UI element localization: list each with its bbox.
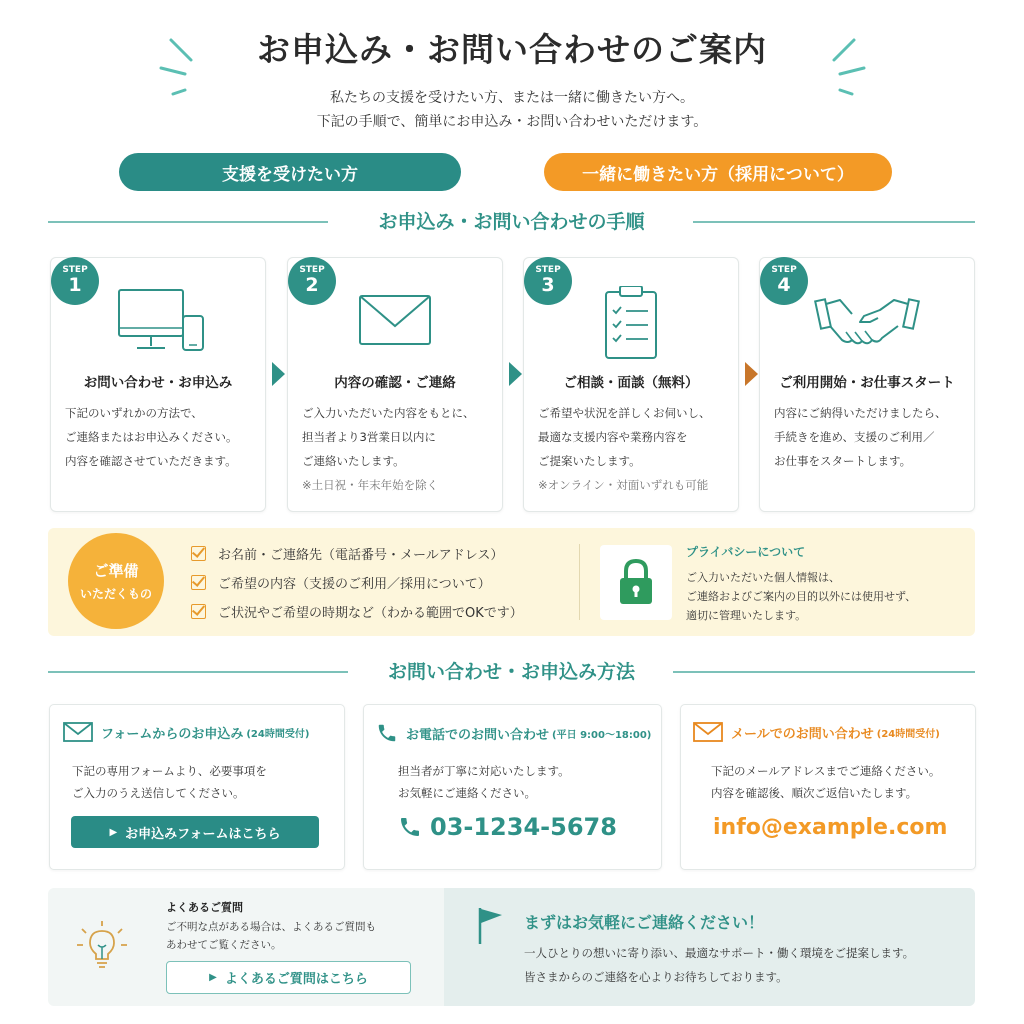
phone-contact-description: [398, 760, 570, 804]
form-contact-card: [49, 704, 345, 870]
step-note: ※土日祝・年末年始を除く: [302, 478, 439, 492]
preparation-badge: [68, 533, 164, 629]
faq-title: よくあるご質問: [166, 901, 243, 914]
envelope-icon: [63, 722, 93, 742]
step-label: STEP: [62, 265, 88, 275]
step-label: STEP: [535, 265, 561, 275]
step-text: ご提案いたします。: [538, 454, 641, 468]
step-text: 内容にご納得いただけましたら、: [774, 406, 947, 420]
phone-contact-title-text: お電話でのお問い合わせ: [406, 727, 550, 743]
handshake-icon: [760, 286, 974, 358]
privacy-text: ご連絡およびご案内の目的以外には使用せず、: [686, 590, 917, 603]
step-arrow-icon: [745, 362, 758, 386]
step-note: ※オンライン・対面いずれも可能: [538, 478, 709, 492]
cta-description: [524, 941, 914, 989]
play-triangle-icon: ▶: [109, 826, 118, 838]
checkbox-icon: [191, 546, 206, 561]
step-text: 手続きを進め、支援のご利用／: [774, 430, 935, 444]
step-text: 最適な支援内容や業務内容を: [538, 430, 688, 444]
step-card-1: [50, 257, 266, 512]
preparation-item: [191, 573, 491, 592]
clipboard-icon: [524, 286, 738, 358]
preparation-item-text: お名前・ご連絡先（電話番号・メールアドレス）: [218, 548, 504, 563]
step-description: [302, 401, 494, 497]
step-label: STEP: [771, 265, 797, 275]
step-title: お問い合わせ・お申込み: [83, 375, 233, 391]
flag-icon: [476, 906, 506, 946]
divider: [579, 544, 580, 620]
form-contact-title-text: フォームからのお申込み: [101, 726, 244, 742]
step-card-4: [759, 257, 975, 512]
recruit-audience-button[interactable]: 一緒に働きたい方（採用について）: [544, 153, 892, 191]
phone-contact-card: [363, 704, 662, 870]
application-form-button[interactable]: [71, 816, 319, 848]
preparation-badge-title: ご準備: [93, 562, 139, 580]
preparation-box: [48, 528, 975, 636]
step-title: ご相談・面談（無料）: [563, 375, 699, 391]
cta-title: まずはお気軽にご連絡ください！: [524, 913, 765, 932]
envelope-icon: [288, 286, 502, 358]
email-hours: (24時間受付): [876, 728, 940, 740]
cta-panel: [444, 888, 975, 1006]
step-label: STEP: [299, 265, 325, 275]
step-description: [538, 401, 730, 497]
lock-icon: [600, 545, 672, 620]
phone-number: 03-1234-5678: [430, 813, 617, 841]
phone-contact-text: 担当者が丁寧に対応いたします。: [398, 764, 570, 778]
cta-text: 一人ひとりの想いに寄り添い、最適なサポート・働く環境をご提案します。: [524, 946, 915, 960]
page-subtitle-line1: 私たちの支援を受けたい方、または一緒に働きたい方へ。: [330, 90, 694, 106]
support-audience-button[interactable]: 支援を受けたい方: [119, 153, 461, 191]
email-contact-title-text: メールでのお問い合わせ: [731, 726, 874, 742]
envelope-icon: [693, 722, 723, 742]
email-address-link[interactable]: info@example.com: [713, 815, 948, 840]
step-title: 内容の確認・ご連絡: [334, 375, 456, 391]
faq-text: ご不明な点がある場合は、よくあるご質問も: [166, 921, 376, 933]
faq-description: [166, 918, 376, 954]
step-text: ご連絡いたします。: [302, 454, 405, 468]
form-contact-description: [72, 760, 267, 804]
cta-text: 皆さまからのご連絡を心よりお待ちしております。: [524, 970, 788, 984]
contact-section-heading: お問い合わせ・お申込み方法: [387, 661, 635, 683]
contact-section-header: [48, 657, 975, 687]
step-text: 担当者より3営業日以内に: [302, 430, 436, 444]
step-card-2: [287, 257, 503, 512]
email-contact-description: [711, 760, 940, 804]
steps-section-header: [48, 207, 975, 237]
step-number: 1: [68, 274, 82, 296]
preparation-item: [191, 544, 503, 563]
footer-panel: [48, 888, 975, 1006]
checkbox-icon: [191, 604, 206, 619]
step-card-3: [523, 257, 739, 512]
form-contact-text: ご入力のうえ送信してください。: [72, 786, 245, 800]
form-contact-text: 下記の専用フォームより、必要事項を: [72, 764, 267, 778]
checkbox-icon: [191, 575, 206, 590]
preparation-item-text: ご希望の内容（支援のご利用／採用について）: [218, 577, 491, 592]
phone-contact-title: [376, 722, 651, 744]
step-title: ご利用開始・お仕事スタート: [779, 375, 955, 391]
step-description: [774, 401, 966, 473]
phone-contact-text: お気軽にご連絡ください。: [398, 786, 536, 800]
step-arrow-icon: [509, 362, 522, 386]
step-number: 3: [541, 274, 555, 296]
preparation-item-text: ご状況やご希望の時期など（わかる範囲でOKです）: [218, 606, 523, 621]
play-triangle-icon: ▶: [209, 972, 217, 983]
form-hours: (24時間受付): [246, 728, 310, 740]
faq-button[interactable]: [166, 961, 411, 994]
page-subtitle-line2: 下記の手順で、簡単にお申込み・お問い合わせいただけます。: [316, 114, 708, 130]
faq-panel: [48, 888, 444, 1006]
privacy-title: プライバシーについて: [686, 545, 806, 559]
step-arrow-icon: [272, 362, 285, 386]
phone-hours: (平日 9:00〜18:00): [552, 729, 652, 741]
preparation-badge-subtitle: いただくもの: [79, 587, 152, 601]
step-description: [65, 401, 257, 473]
preparation-item: [191, 602, 523, 621]
form-contact-title: [63, 722, 309, 742]
phone-icon: [376, 722, 398, 744]
step-text: 下記のいずれかの方法で、: [65, 406, 203, 420]
step-text: 内容を確認させていただきます。: [65, 454, 237, 468]
email-contact-card: [680, 704, 976, 870]
faq-text: あわせてご覧ください。: [166, 939, 282, 951]
email-contact-text: 内容を確認後、順次ご返信いたします。: [711, 786, 918, 800]
phone-icon: [398, 815, 422, 839]
page-title: お申込み・お問い合わせのご案内: [257, 30, 767, 69]
step-text: お仕事をスタートします。: [774, 454, 912, 468]
steps-section-heading: お申込み・お問い合わせの手順: [378, 211, 645, 233]
step-number: 2: [305, 274, 319, 296]
step-text: ご連絡またはお申込みください。: [65, 430, 238, 444]
privacy-description: [686, 568, 916, 625]
step-text: ご入力いただいた内容をもとに、: [302, 406, 475, 420]
privacy-text: 適切に管理いたします。: [686, 609, 807, 622]
email-contact-title: [693, 722, 940, 742]
application-form-button-label: お申込みフォームはこちら: [125, 826, 281, 842]
lightbulb-icon: [74, 919, 130, 975]
email-contact-text: 下記のメールアドレスまでご連絡ください。: [711, 764, 941, 778]
devices-icon: [51, 286, 265, 358]
step-text: ご希望や状況を詳しくお伺いし、: [538, 406, 711, 420]
faq-button-label: よくあるご質問はこちら: [224, 972, 368, 987]
step-number: 4: [777, 274, 791, 296]
phone-number-link[interactable]: [398, 813, 617, 841]
privacy-text: ご入力いただいた個人情報は、: [686, 571, 840, 584]
